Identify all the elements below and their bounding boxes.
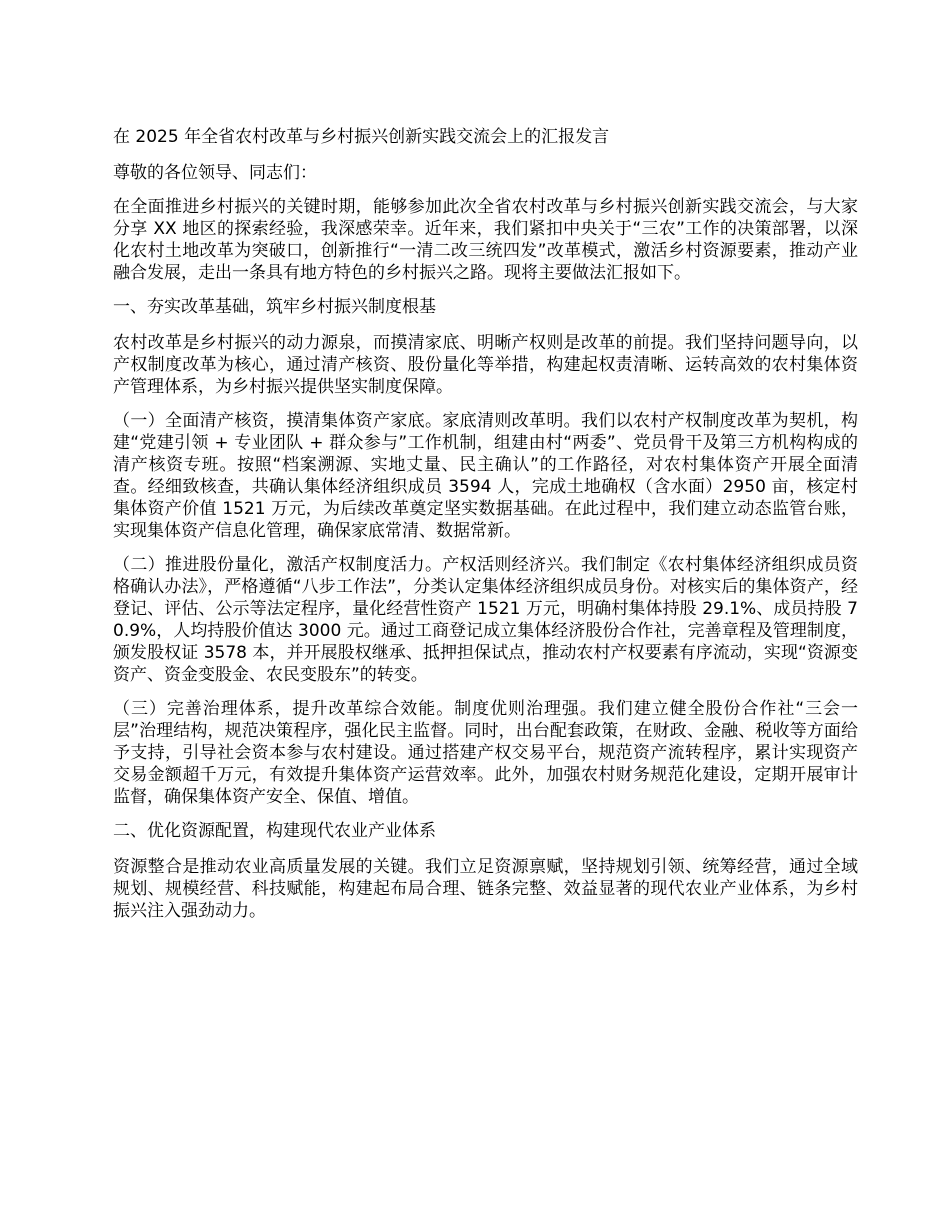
section-2-heading: 二、优化资源配置，构建现代农业产业体系 [113,821,436,841]
salutation: 尊敬的各位领导、同志们： [113,163,317,183]
section-1-heading: 一、夯实改革基础，筑牢乡村振兴制度根基 [113,297,436,317]
section-1-item-2-paragraph: （二）推进股份量化，激活产权制度活力。产权活则经济兴。我们制定《农村集体经济组织成员资格确认办法》，严格遵循“八步工作法”，分类认定集体经济组织成员身份。对核实后的集体资产，经登记、评估、公示等法定程序，量化经营性资产 1521 万元，明确村集体持股 29.1%、成员持股 70.9%，人均持股价值达 3000 元。通过工商登记成立集体经济股份合作社，完善章程及管理制度，颁发股权证 3578 本，并开展股权继承、抵押担保试点，推动农村产权要素有序流动，实现“资源变资产、资金变股金、农民变股东”的转变。 [113,555,858,685]
section-1-lead-paragraph: 农村改革是乡村振兴的动力源泉，而摸清家底、明晰产权则是改革的前提。我们坚持问题导向，以产权制度改革为核心，通过清产核资、股份量化等举措，构建起权责清晰、运转高效的农村集体资产管理体系，为乡村振兴提供坚实制度保障。 [113,333,858,397]
section-1-item-3-paragraph: （三）完善治理体系，提升改革综合效能。制度优则治理强。我们建立健全股份合作社“三会一层”治理结构，规范决策程序，强化民主监督。同时，出台配套政策，在财政、金融、税收等方面给予支持，引导社会资本参与农村建设。通过搭建产权交易平台，规范资产流转程序，累计实现资产交易金额超千万元，有效提升集体资产运营效率。此外，加强农村财务规范化建设，定期开展审计监督，确保集体资产安全、保值、增值。 [113,699,858,807]
document-page [113,126,858,934]
section-2-lead-paragraph: 资源整合是推动农业高质量发展的关键。我们立足资源禀赋，坚持规划引领、统筹经营，通过全域规划、规模经营、科技赋能，构建起布局合理、链条完整、效益显著的现代农业产业体系，为乡村振兴注入强劲动力。 [113,857,858,921]
document-title: 在 2025 年全省农村改革与乡村振兴创新实践交流会上的汇报发言 [113,127,610,147]
intro-paragraph: 在全面推进乡村振兴的关键时期，能够参加此次全省农村改革与乡村振兴创新实践交流会，与大家分享 XX 地区的探索经验，我深感荣幸。近年来，我们紧扣中央关于“三农”工作的决策部署，以深化农村土地改革为突破口，创新推行“一清二改三统四发”改革模式，激活乡村资源要素，推动产业融合发展，走出一条具有地方特色的乡村振兴之路。现将主要做法汇报如下。 [113,197,858,283]
section-1-item-1-paragraph: （一）全面清产核资，摸清集体资产家底。家底清则改革明。我们以农村产权制度改革为契机，构建“党建引领 + 专业团队 + 群众参与”工作机制，组建由村“两委”、党员骨干及第三方机构构成的清产核资专班。按照“档案溯源、实地丈量、民主确认”的工作路径，对农村集体资产开展全面清查。经细致核查，共确认集体经济组织成员 3594 人，完成土地确权（含水面）2950 亩，核定村集体资产价值 1521 万元，为后续改革奠定坚实数据基础。在此过程中，我们建立动态监管台账，实现集体资产信息化管理，确保家底常清、数据常新。 [113,411,858,541]
